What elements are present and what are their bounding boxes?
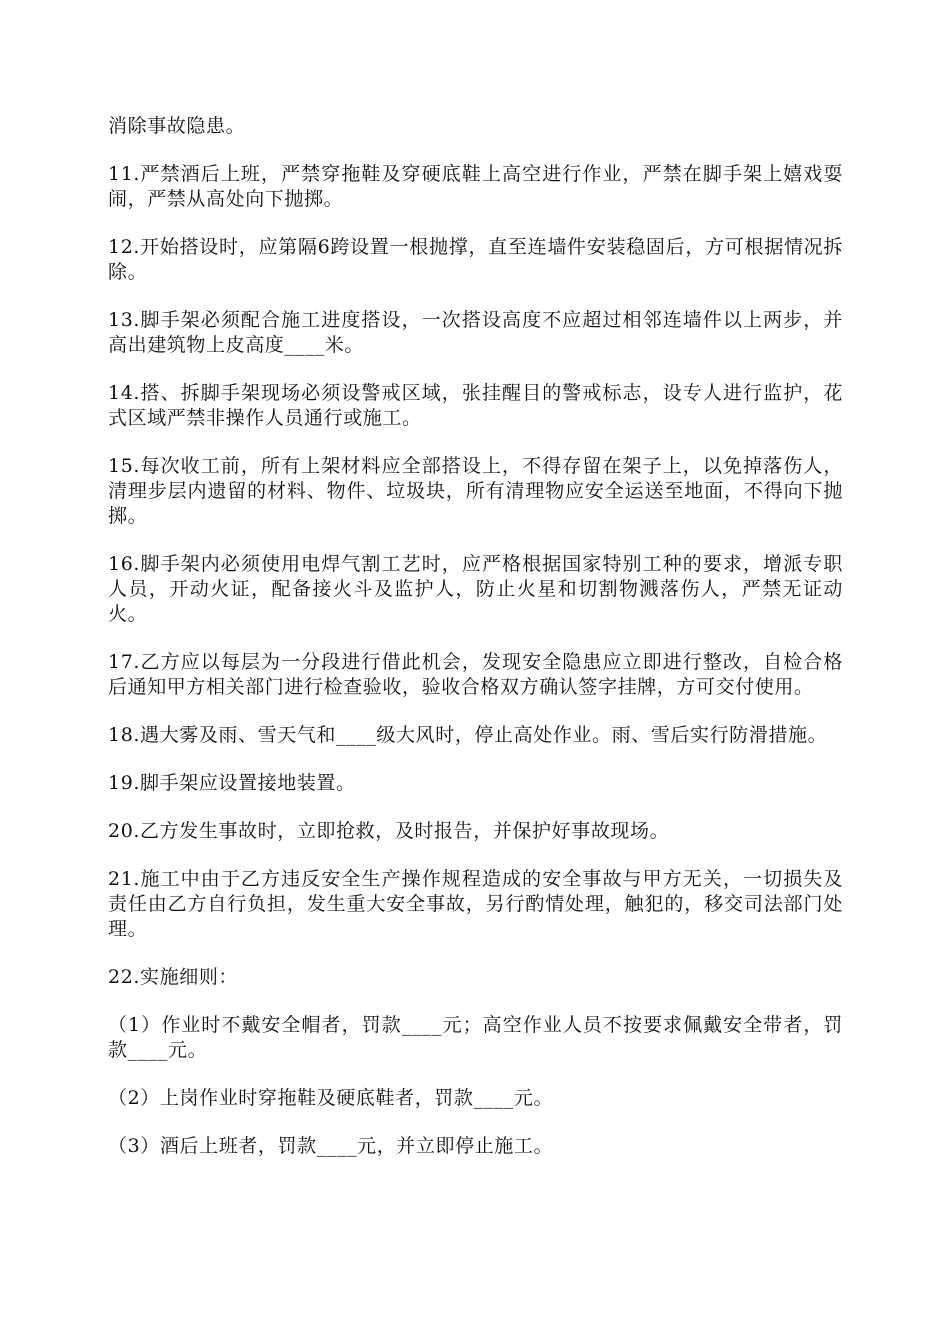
paragraph-subitem-1: （1）作业时不戴安全帽者，罚款____元；高空作业人员不按要求佩戴安全带者，罚款____元。 [108, 1014, 843, 1061]
paragraph-item-12: 12.开始搭设时，应第隔6跨设置一根抛撑，直至连墙件安装稳固后，方可根据情况拆除。 [108, 236, 843, 283]
paragraph-item-19: 19.脚手架应设置接地装置。 [108, 772, 356, 794]
paragraph-item-21: 21.施工中由于乙方违反安全生产操作规程造成的安全事故与甲方无关，一切损失及责任由乙方自行负担，发生重大安全事故，另行酌情处理，触犯的，移交司法部门处理。 [108, 868, 843, 940]
paragraph-item-11: 11.严禁酒后上班，严禁穿拖鞋及穿硬底鞋上高空进行作业，严禁在脚手架上嬉戏耍闹，严禁从高处向下抛掷。 [108, 163, 843, 210]
paragraph-item-18: 18.遇大雾及雨、雪天气和____级大风时，停止高处作业。雨、雪后实行防滑措施。 [108, 724, 828, 746]
paragraph-item-22: 22.实施细则： [108, 966, 239, 988]
paragraph-item-14: 14.搭、拆脚手架现场必须设警戒区域，张挂醒目的警戒标志，设专人进行监护，花式区域严禁非操作人员通行或施工。 [108, 382, 843, 429]
paragraph-item-15: 15.每次收工前，所有上架材料应全部搭设上，不得存留在架子上，以免掉落伤人，清理步层内遗留的材料、物件、垃圾块，所有清理物应安全运送至地面，不得向下抛掷。 [108, 455, 843, 527]
paragraph-item-20: 20.乙方发生事故时，立即抢救，及时报告，并保护好事故现场。 [108, 820, 670, 842]
paragraph-item-16: 16.脚手架内必须使用电焊气割工艺时，应严格根据国家特别工种的要求，增派专职人员，开动火证，配备接火斗及监护人，防止火星和切割物溅落伤人，严禁无证动火。 [108, 553, 843, 625]
document-page [108, 114, 843, 1182]
paragraph-item-17: 17.乙方应以每层为一分段进行借此机会，发现安全隐患应立即进行整改，自检合格后通知甲方相关部门进行检查验收，验收合格双方确认签字挂牌，方可交付使用。 [108, 651, 843, 698]
paragraph-subitem-3: （3）酒后上班者，罚款____元，并立即停止施工。 [108, 1135, 554, 1157]
paragraph-subitem-2: （2）上岗作业时穿拖鞋及硬底鞋者，罚款____元。 [108, 1087, 554, 1109]
paragraph-continuation: 消除事故隐患。 [108, 115, 246, 137]
paragraph-item-13: 13.脚手架必须配合施工进度搭设，一次搭设高度不应超过相邻连墙件以上两步，并高出建筑物上皮高度____米。 [108, 309, 843, 356]
